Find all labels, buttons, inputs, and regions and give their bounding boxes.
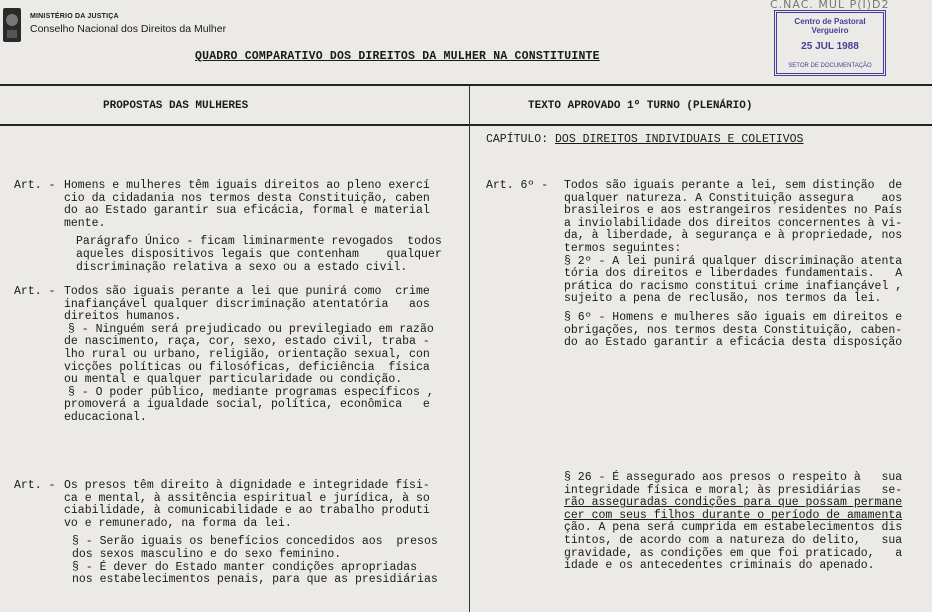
text-line: ção. A pena será cumprida em estabelecimentos dis (564, 521, 903, 535)
right-art6-label: Art. 6º - (486, 179, 549, 192)
stamp-institution: Centro de Pastoral Vergueiro (794, 17, 866, 35)
text-line: § - Serão iguais os benefícios concedidos aos presos (72, 535, 438, 549)
right-art6-text (564, 180, 902, 350)
left-art2-label: Art. - (14, 285, 56, 298)
text-line: integridade física e moral; às presidiárias se- (564, 483, 903, 497)
stamp-date: 25 JUL 1988 (801, 41, 859, 52)
text-line: promoverá a igualdade social, política, econômica e (64, 398, 430, 412)
text-line: tória dos direitos e liberdades fundamentais. A (564, 267, 903, 281)
text-line: § 6º - Homens e mulheres são iguais em direitos e (564, 310, 903, 324)
text-line: cer com seus filhos durante o período de amamenta (564, 508, 903, 522)
right-column-title: TEXTO APROVADO 1º TURNO (PLENÁRIO) (528, 100, 753, 112)
left-art1-label: Art. - (14, 179, 56, 192)
coat-of-arms-icon (2, 6, 22, 44)
left-art2-text (64, 286, 434, 425)
text-line: vicções políticas ou filosóficas, deficiência física (64, 360, 430, 374)
chapter-title: DOS DIREITOS INDIVIDUAIS E COLETIVOS (555, 133, 804, 146)
header-divider (0, 84, 932, 86)
chapter-label: CAPÍTULO: (486, 133, 556, 146)
left-art1-text (64, 180, 442, 274)
document-title: QUADRO COMPARATIVO DOS DIREITOS DA MULHER NA CONSTITUINTE (195, 50, 600, 63)
text-line: rão asseguradas condições para que possam permane (564, 496, 903, 510)
text-line: do ao Estado garantir a eficácia desta disposição (564, 336, 903, 350)
text-line: Parágrafo Único - ficam liminarmente revogados todos (76, 235, 442, 249)
text-line: cio da cidadania nos termos desta Constituição, caben (64, 191, 430, 205)
text-line: a inviolabilidade dos direitos concernentes à vi- (564, 216, 903, 230)
stamp-sector: SETOR DE DOCUMENTAÇÃO (788, 63, 872, 69)
text-line: ou mental e qualquer particularidade ou condição. (64, 373, 403, 387)
text-line: sujeito a pena de reclusão, nos termos da lei. (564, 292, 882, 306)
text-line: tintos, de acordo com a natureza do delito, sua (564, 533, 903, 547)
handwritten-note: C.NAC. MUL P(I)D2 (770, 0, 890, 11)
council-name: Conselho Nacional dos Direitos da Mulher (30, 23, 227, 35)
text-line: § - Ninguém será prejudicado ou previlegiado em razão (68, 322, 434, 336)
column-header-divider (0, 124, 932, 126)
text-line: nos estabelecimentos penais, para que as presidiárias (72, 573, 438, 587)
text-line: aqueles dispositivos legais que contenham qualquer (76, 247, 442, 261)
text-line: Os presos têm direito à dignidade e integridade físi- (64, 479, 430, 492)
text-line: qualquer natureza. A Constituição assegura aos (564, 191, 903, 205)
text-line: dos sexos masculino e do sexo feminino. (72, 547, 342, 561)
text-line: § 2º - A lei punirá qualquer discriminação atenta (564, 254, 903, 268)
text-line: prática do racismo constitui crime inafiançável , (564, 279, 903, 293)
left-column-title: PROPOSTAS DAS MULHERES (103, 100, 249, 112)
text-line: mente. (64, 216, 106, 230)
text-line: de nascimento, raça, cor, sexo, estado civil, traba - (64, 335, 430, 349)
text-line: § - É dever do Estado manter condições apropriadas (72, 560, 418, 574)
text-line: educacional. (64, 410, 147, 424)
text-line: inafiançável qualquer discriminação atentatória aos (64, 297, 430, 311)
text-line: direitos humanos. (64, 310, 182, 324)
text-line: ciabilidade, à comunicabilidade e ao trabalho produti (64, 504, 430, 518)
text-line: § 26 - É assegurado aos presos o respeito à sua (564, 471, 903, 484)
left-art3-text (64, 480, 438, 587)
text-line: Todos são iguais perante a lei que punirá como crime (64, 285, 430, 298)
text-line: Homens e mulheres têm iguais direitos ao pleno exercí (64, 179, 430, 192)
letterhead (0, 0, 932, 86)
right-s26-text (564, 472, 902, 573)
archive-stamp (774, 10, 886, 76)
ministry-name: MINISTÉRIO DA JUSTIÇA (30, 13, 119, 20)
text-line: obrigações, nos termos desta Constituição, caben- (564, 323, 903, 337)
text-line: brasileiros e aos estrangeiros residentes no País (564, 204, 903, 218)
text-line: § - O poder público, mediante programas específicos , (68, 385, 434, 399)
left-art3-label: Art. - (14, 479, 56, 492)
text-line: discriminação relativa a sexo ou a estado civil. (76, 260, 408, 274)
chapter-heading (486, 133, 803, 146)
column-divider (469, 86, 470, 612)
text-line: ca e mental, à assitência espiritual e jurídica, à so (64, 491, 430, 505)
text-line: termos seguintes: (564, 241, 682, 255)
text-line: idade e os antecedentes criminais do apenado. (564, 559, 875, 573)
text-line: Todos são iguais perante a lei, sem distinção de (564, 179, 903, 192)
text-line: da, à liberdade, à segurança e à propriedade, nos (564, 229, 903, 243)
text-line: gravidade, as condições em que foi praticado, a (564, 546, 903, 560)
text-line: lho rural ou urbano, religião, orientação sexual, con (64, 347, 430, 361)
text-line: vo e remunerado, na forma da lei. (64, 516, 292, 530)
text-line: do ao Estado garantir sua eficácia, formal e material (64, 204, 430, 218)
